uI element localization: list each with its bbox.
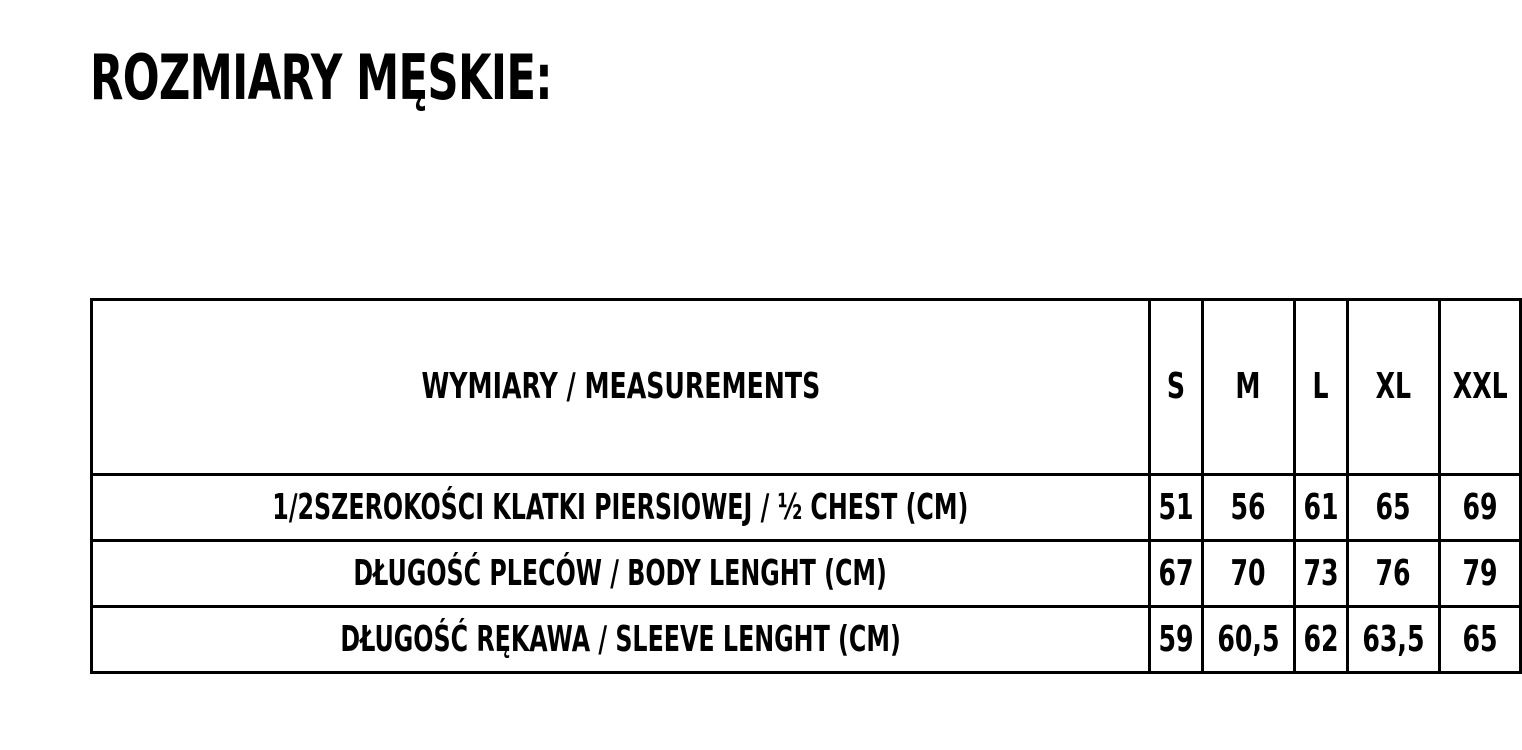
table-cell: 65 xyxy=(1439,607,1520,673)
table-cell: 67 xyxy=(1149,541,1202,607)
table-cell: 62 xyxy=(1294,607,1347,673)
table-cell: 79 xyxy=(1439,541,1520,607)
row-label: DŁUGOŚĆ PLECÓW / BODY LENGHT (CM) xyxy=(92,541,1150,607)
table-cell: 60,5 xyxy=(1202,607,1294,673)
header-measurements: WYMIARY / MEASUREMENTS xyxy=(92,300,1150,475)
header-size-l: L xyxy=(1294,300,1347,475)
row-label: 1/2SZEROKOŚCI KLATKI PIERSIOWEJ / ½ CHEST (CM) xyxy=(92,475,1150,541)
header-size-m: M xyxy=(1202,300,1294,475)
size-chart-table xyxy=(90,298,1522,674)
page-title: ROZMIARY MĘSKIE: xyxy=(90,41,552,114)
table-header-row xyxy=(92,300,1521,475)
table-row-body-length xyxy=(92,541,1521,607)
table-row-chest xyxy=(92,475,1521,541)
table-cell: 61 xyxy=(1294,475,1347,541)
table-row-sleeve-length xyxy=(92,607,1521,673)
header-size-s: S xyxy=(1149,300,1202,475)
header-size-xxl: XXL xyxy=(1439,300,1520,475)
table-cell: 76 xyxy=(1347,541,1439,607)
table-cell: 73 xyxy=(1294,541,1347,607)
table-cell: 51 xyxy=(1149,475,1202,541)
row-label: DŁUGOŚĆ RĘKAWA / SLEEVE LENGHT (CM) xyxy=(92,607,1150,673)
table-cell: 63,5 xyxy=(1347,607,1439,673)
table-cell: 59 xyxy=(1149,607,1202,673)
table-cell: 56 xyxy=(1202,475,1294,541)
table-cell: 69 xyxy=(1439,475,1520,541)
table-cell: 65 xyxy=(1347,475,1439,541)
table-cell: 70 xyxy=(1202,541,1294,607)
header-size-xl: XL xyxy=(1347,300,1439,475)
